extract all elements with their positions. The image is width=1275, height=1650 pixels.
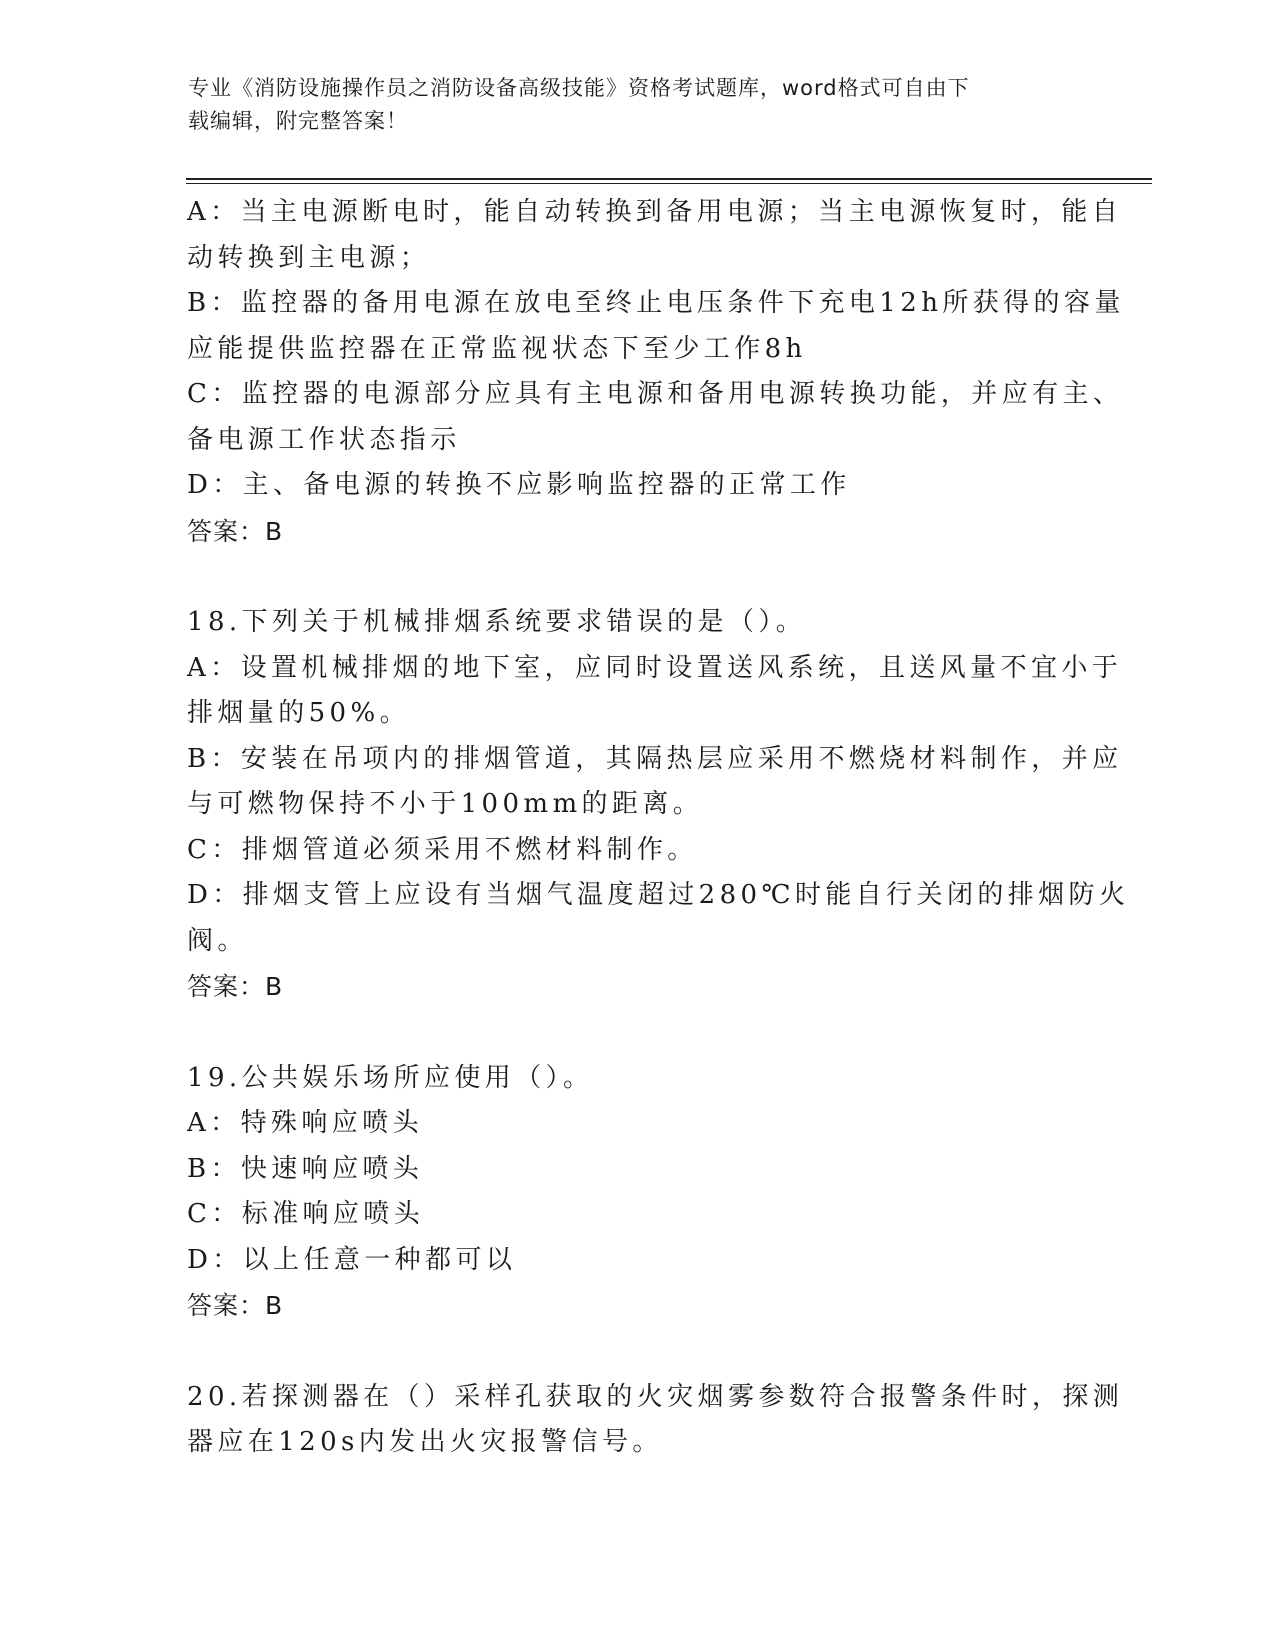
q19-option-d: D：以上任意一种都可以 — [187, 1244, 517, 1275]
question-19-block — [187, 1056, 1087, 1329]
q17-answer: 答案：B — [187, 516, 284, 546]
header-divider-thick — [186, 178, 1152, 180]
q17-option-c-line-1: C：监控器的电源部分应具有主电源和备用电源转换功能，并应有主、 — [187, 379, 1124, 409]
q18-answer: 答案：B — [187, 972, 284, 1001]
q17-option-a-line-1: A：当主电源断电时，能自动转换到备用电源；当主电源恢复时，能自 — [187, 197, 1123, 227]
page-header — [188, 72, 1068, 138]
q18-stem: 18.下列关于机械排烟系统要求错误的是（）。 — [187, 607, 807, 637]
q18-option-c-line-1: C：排烟管道必须采用不燃材料制作。 — [187, 834, 698, 865]
q18-option-d-line-2: 阀。 — [187, 925, 248, 956]
spacer — [187, 1329, 1087, 1375]
q19-option-b: B：快速响应喷头 — [187, 1153, 424, 1184]
spacer — [187, 554, 1087, 600]
q18-option-b-line-1: B：安装在吊项内的排烟管道，其隔热层应采用不燃烧材料制作，并应 — [187, 743, 1123, 774]
q18-option-d-line-1: D：排烟支管上应设有当烟气温度超过280℃时能自行关闭的排烟防火 — [187, 880, 1130, 910]
q20-stem-line-2: 器应在120s内发出火灾报警信号。 — [187, 1427, 663, 1457]
q17-option-c-line-2: 备电源工作状态指示 — [187, 424, 461, 455]
q20-stem-line-1: 20.若探测器在（）采样孔获取的火灾烟雾参数符合报警条件时，探测 — [187, 1381, 1124, 1412]
question-17-block — [187, 190, 1125, 554]
q18-option-a-line-1: A：设置机械排烟的地下室，应同时设置送风系统，且送风量不宜小于 — [187, 652, 1123, 683]
q17-option-b-line-1: B：监控器的备用电源在放电至终止电压条件下充电12h所获得的容量 — [187, 288, 1125, 318]
q19-stem: 19.公共娱乐场所应使用（）。 — [187, 1062, 594, 1093]
q18-option-b-line-2: 与可燃物保持不小于100mm的距离。 — [187, 789, 704, 819]
header-line-2: 载编辑，附完整答案！ — [188, 109, 408, 133]
q19-option-a: A：特殊响应喷头 — [187, 1108, 423, 1138]
q17-option-b-line-2: 应能提供监控器在正常监视状态下至少工作8h — [187, 333, 807, 364]
q19-answer: 答案：B — [187, 1291, 284, 1320]
q19-option-c: C：标准响应喷头 — [187, 1199, 425, 1229]
question-20-block — [187, 1375, 1124, 1466]
spacer — [187, 1010, 1087, 1056]
header-divider-thin — [186, 183, 1152, 184]
q18-option-a-line-2: 排烟量的50%。 — [187, 698, 410, 728]
question-18-block — [187, 600, 1130, 1010]
header-line-1: 专业《消防设施操作员之消防设备高级技能》资格考试题库，word格式可自由下 — [188, 76, 970, 100]
q17-option-a-line-2: 动转换到主电源； — [187, 242, 431, 273]
question-content — [187, 190, 1130, 1466]
q17-option-d-line-1: D：主、备电源的转换不应影响监控器的正常工作 — [187, 470, 851, 500]
